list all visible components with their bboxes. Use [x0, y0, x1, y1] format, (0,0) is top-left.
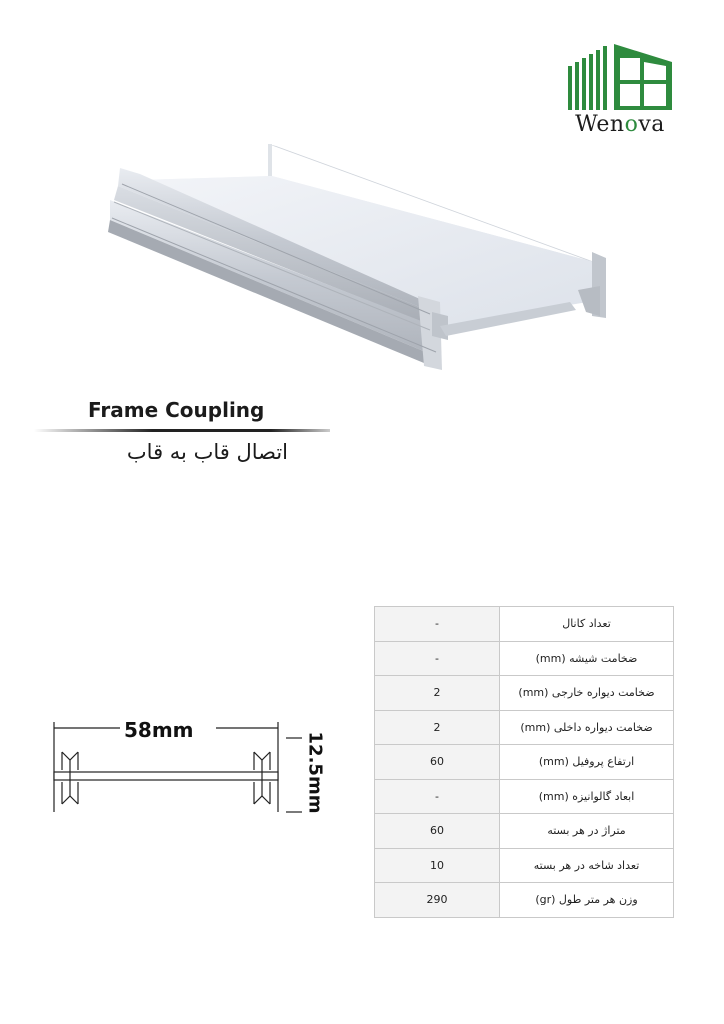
spec-label: ارتفاع پروفیل (mm) [500, 745, 674, 780]
spec-table [374, 606, 674, 918]
dimension-height: 12.5mm [304, 731, 326, 814]
spec-value: - [375, 641, 500, 676]
spec-label: ضخامت شیشه (mm) [500, 641, 674, 676]
spec-label: ضخامت دیواره خارجی (mm) [500, 676, 674, 711]
spec-label: ضخامت دیواره داخلی (mm) [500, 710, 674, 745]
dimension-width: 58mm [124, 718, 194, 742]
spec-value: 290 [375, 883, 500, 918]
spec-value: 2 [375, 676, 500, 711]
spec-row [375, 676, 674, 711]
spec-row [375, 848, 674, 883]
spec-value: - [375, 779, 500, 814]
spec-label: وزن هر متر طول (gr) [500, 883, 674, 918]
spec-row [375, 745, 674, 780]
product-title-fa: اتصال قاب به قاب [126, 440, 288, 464]
spec-value: 10 [375, 848, 500, 883]
product-title-en: Frame Coupling [88, 398, 265, 422]
brand-name: Wenova [575, 112, 665, 137]
spec-row [375, 814, 674, 849]
product-render [100, 140, 630, 380]
spec-label: متراژ در هر بسته [500, 814, 674, 849]
spec-value: 2 [375, 710, 500, 745]
spec-label: ابعاد گالوانیزه (mm) [500, 779, 674, 814]
spec-value: - [375, 607, 500, 642]
spec-row [375, 779, 674, 814]
title-divider [34, 429, 330, 432]
spec-row [375, 607, 674, 642]
spec-row [375, 641, 674, 676]
spec-value: 60 [375, 814, 500, 849]
spec-row [375, 883, 674, 918]
spec-row [375, 710, 674, 745]
spec-value: 60 [375, 745, 500, 780]
spec-label: تعداد شاخه در هر بسته [500, 848, 674, 883]
spec-label: تعداد کانال [500, 607, 674, 642]
